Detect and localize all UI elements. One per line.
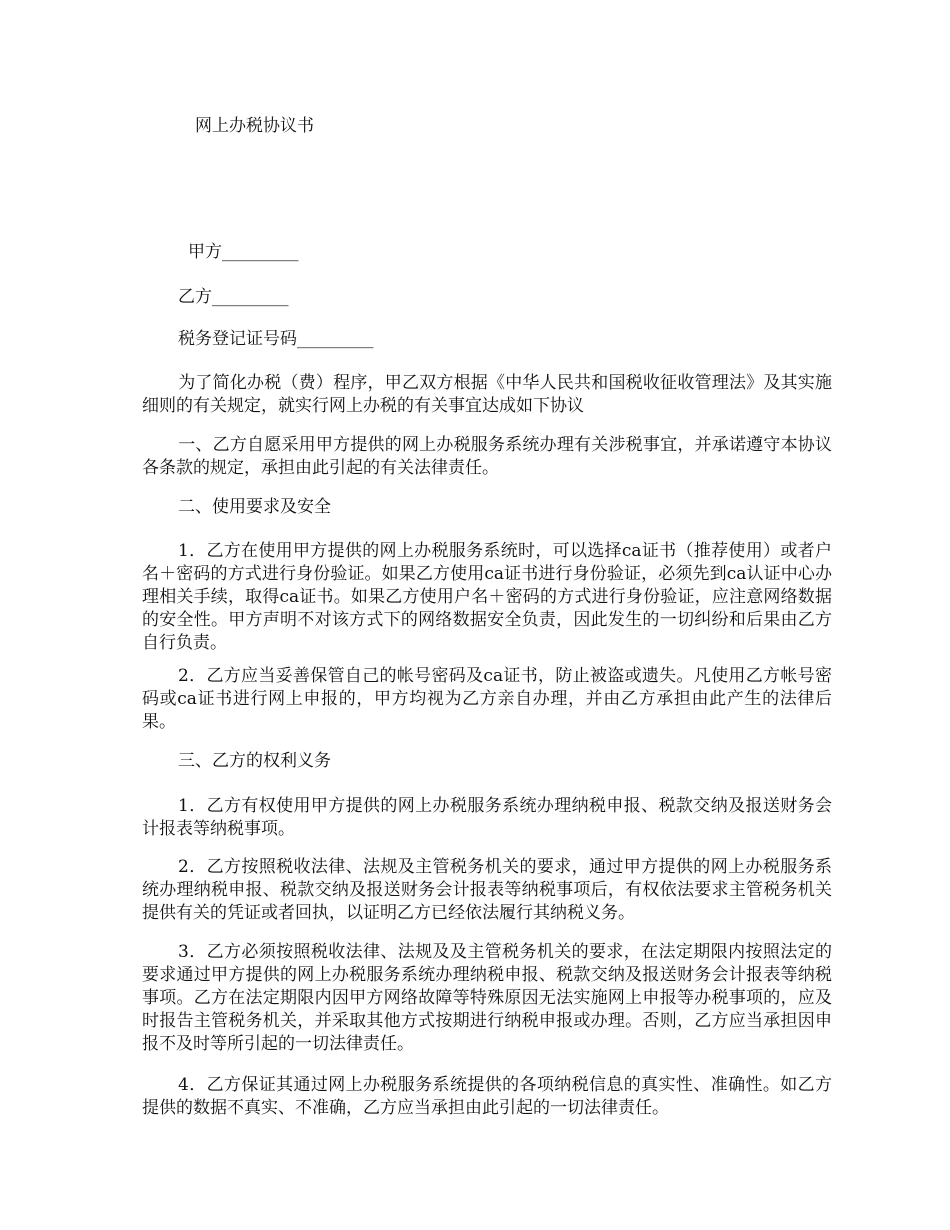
section-3-item-4 bbox=[142, 1074, 832, 1120]
document-title: 网上办税协议书 bbox=[195, 116, 314, 136]
tax-registration-number-field: 税务登记证号码_________ bbox=[178, 329, 374, 349]
party-a-field: 甲方_________ bbox=[188, 242, 299, 262]
party-b-field: 乙方_________ bbox=[178, 287, 289, 307]
section-3-item-1 bbox=[142, 795, 832, 841]
section-2-item-2 bbox=[142, 665, 832, 734]
section-3-item-2-text: 2．乙方按照税收法律、法规及主管税务机关的要求，通过甲方提供的网上办税服务系统办理纳税申报、税款交纳及报送财务会计报表等纳税事项后，有权依法要求主管税务机关提供有关的凭证或者回执，以证明乙方已经依法履行其纳税义务。 bbox=[142, 857, 832, 923]
section-2-heading: 二、使用要求及安全 bbox=[178, 497, 331, 517]
intro-paragraph bbox=[142, 372, 832, 418]
section-2-item-1-text: 1．乙方在使用甲方提供的网上办税服务系统时，可以选择ca证书（推荐使用）或者户名＋密码的方式进行身份验证。如果乙方使用ca证书进行身份验证，必须先到ca认证中心办理相关手续，取得ca证书。如果乙方使用户名＋密码的方式进行身份验证，应注意网络数据的安全性。甲方声明不对该方式下的网络数据安全负责，因此发生的一切纠纷和后果由乙方自行负责。 bbox=[142, 541, 832, 653]
section-3-item-4-text: 4．乙方保证其通过网上办税服务系统提供的各项纳税信息的真实性、准确性。如乙方提供的数据不真实、不准确，乙方应当承担由此引起的一切法律责任。 bbox=[142, 1075, 832, 1118]
intro-text: 为了简化办税（费）程序，甲乙双方根据《中华人民共和国税收征收管理法》及其实施细则的有关规定，就实行网上办税的有关事宜达成如下协议 bbox=[142, 373, 832, 416]
section-2-item-1 bbox=[142, 540, 832, 655]
section-3-heading: 三、乙方的权利义务 bbox=[178, 751, 331, 771]
section-3-item-3-text: 3．乙方必须按照税收法律、法规及及主管税务机关的要求，在法定期限内按照法定的要求通过甲方提供的网上办税服务系统办理纳税申报、税款交纳及报送财务会计报表等纳税事项。乙方在法定期限内因甲方网络故障等特殊原因无法实施网上申报等办税事项的，应及时报告主管税务机关，并采取其他方式按期进行纳税申报或办理。否则，乙方应当承担因申报不及时等所引起的一切法律责任。 bbox=[142, 942, 832, 1054]
section-3-item-1-text: 1．乙方有权使用甲方提供的网上办税服务系统办理纳税申报、税款交纳及报送财务会计报表等纳税事项。 bbox=[142, 796, 832, 839]
clause-1-text: 一、乙方自愿采用甲方提供的网上办税服务系统办理有关涉税事宜，并承诺遵守本协议各条款的规定，承担由此引起的有关法律责任。 bbox=[142, 435, 832, 478]
section-3-item-2 bbox=[142, 856, 832, 925]
clause-1 bbox=[142, 434, 832, 480]
section-2-item-2-text: 2．乙方应当妥善保管自己的帐号密码及ca证书，防止被盗或遗失。凡使用乙方帐号密码或ca证书进行网上申报的，甲方均视为乙方亲自办理，并由乙方承担由此产生的法律后果。 bbox=[142, 666, 832, 732]
section-3-item-3 bbox=[142, 941, 832, 1056]
